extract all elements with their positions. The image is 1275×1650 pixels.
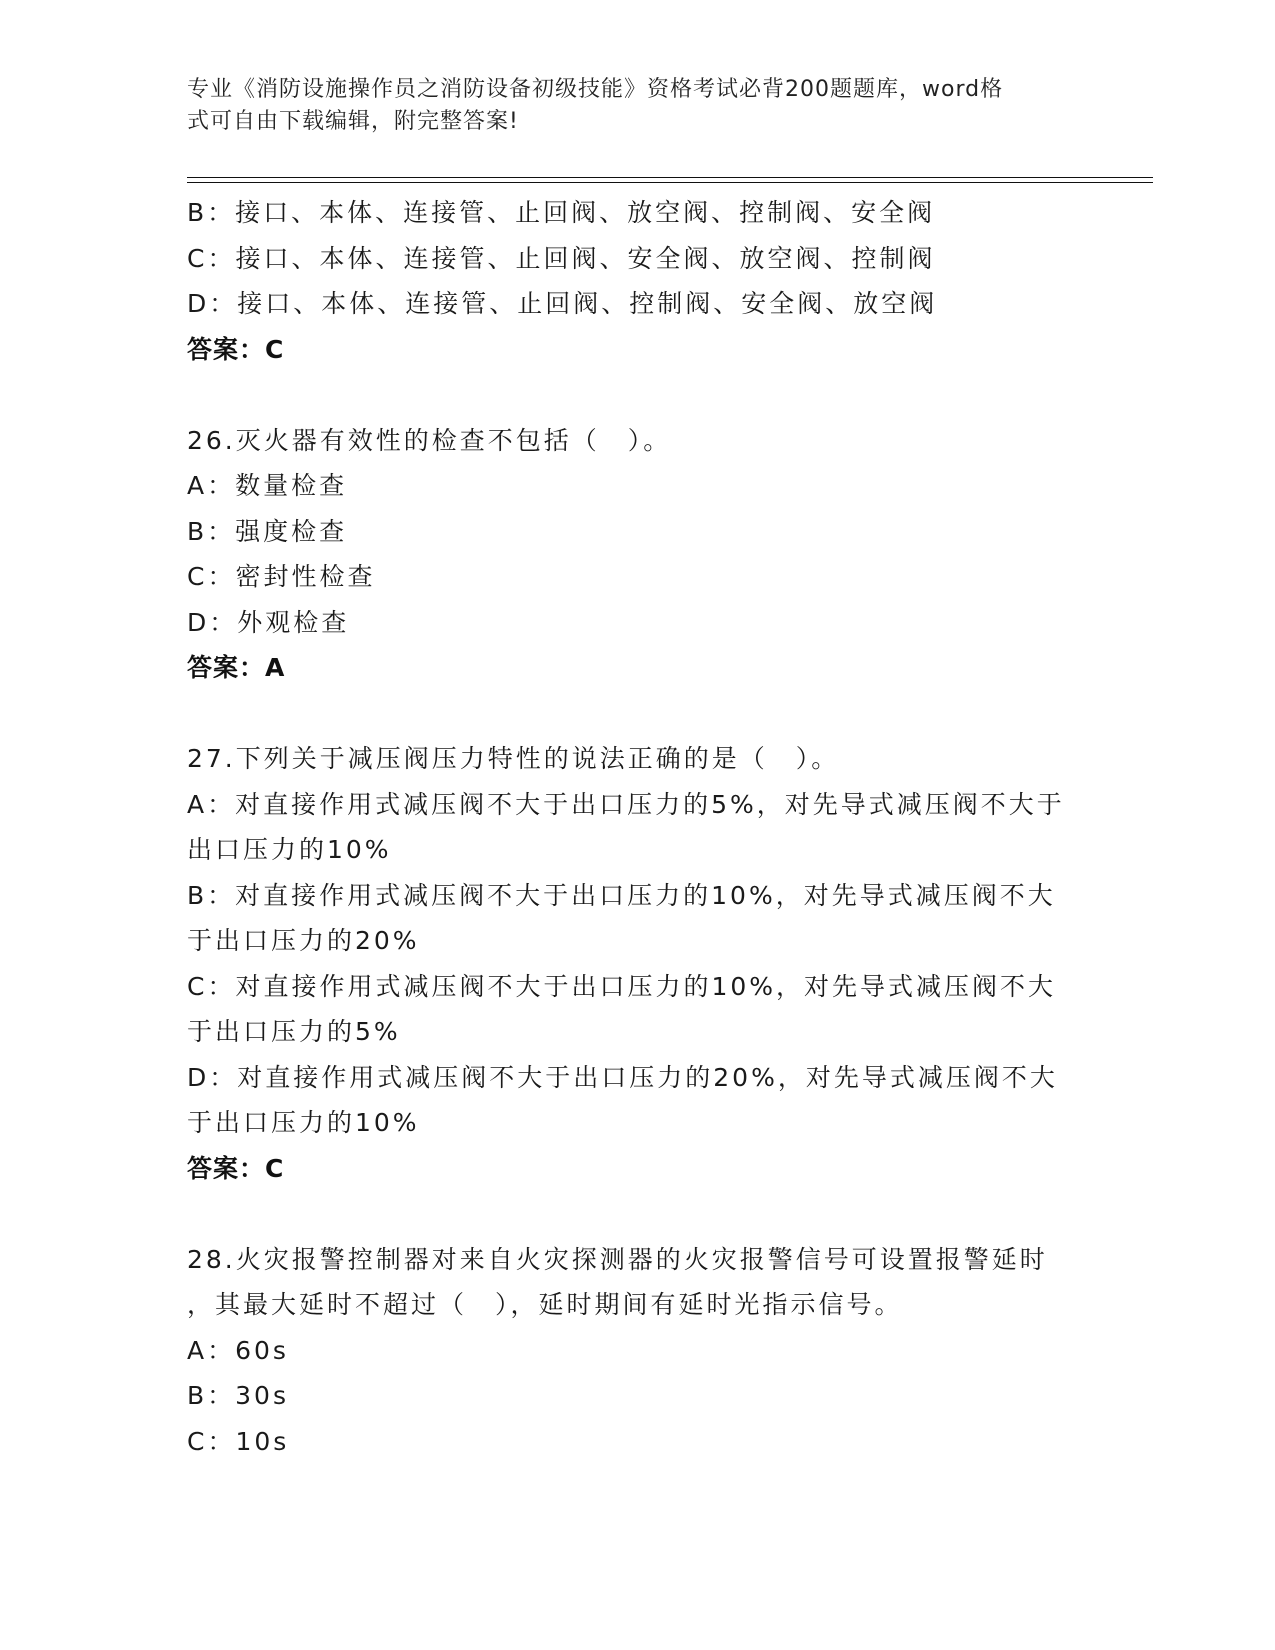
question-content <box>187 190 1087 1464</box>
q27-option-b-line2: 于出口压力的20% <box>187 926 420 955</box>
q27-option-d-line1: D：对直接作用式减压阀不大于出口压力的20%，对先导式减压阀不大 <box>187 1062 1058 1092</box>
q26-option-a: A：数量检查 <box>187 471 348 500</box>
q27-option-a-line1: A：对直接作用式减压阀不大于出口压力的5%，对先导式减压阀不大于 <box>187 789 1065 819</box>
q28-option-b: B：30s <box>187 1381 289 1410</box>
q25-option-b: B：接口、本体、连接管、止回阀、放空阀、控制阀、安全阀 <box>187 198 936 227</box>
q28-question-line2: ，其最大延时不超过（ ），延时期间有延时光指示信号。 <box>187 1290 903 1319</box>
q25-option-c: C：接口、本体、连接管、止回阀、安全阀、放空阀、控制阀 <box>187 243 936 273</box>
q27-answer: 答案：C <box>187 1153 285 1183</box>
spacer <box>187 372 1087 418</box>
q27-option-b-line1: B：对直接作用式减压阀不大于出口压力的10%，对先导式减压阀不大 <box>187 880 1056 910</box>
header-line-2: 式可自由下载编辑，附完整答案! <box>187 109 519 134</box>
header-rule-bottom <box>187 182 1153 183</box>
q27-option-d-line2: 于出口压力的10% <box>187 1108 420 1137</box>
q28-option-a: A：60s <box>187 1335 289 1365</box>
header-rule-top <box>187 177 1153 178</box>
spacer <box>187 691 1087 737</box>
q28-option-c: C：10s <box>187 1426 290 1456</box>
document-header <box>187 74 1067 138</box>
q27-option-c-line2: 于出口压力的5% <box>187 1017 401 1046</box>
q27-question: 27.下列关于减压阀压力特性的说法正确的是（ ）。 <box>187 744 840 773</box>
q28-question-line1: 28.火灾报警控制器对来自火灾探测器的火灾报警信号可设置报警延时 <box>187 1244 1048 1274</box>
q26-option-b: B：强度检查 <box>187 516 348 546</box>
spacer <box>187 1191 1087 1237</box>
q26-option-c: C：密封性检查 <box>187 562 376 591</box>
q26-answer: 答案：A <box>187 653 286 682</box>
q27-option-c-line1: C：对直接作用式减压阀不大于出口压力的10%，对先导式减压阀不大 <box>187 971 1057 1001</box>
q25-option-d: D：接口、本体、连接管、止回阀、控制阀、安全阀、放空阀 <box>187 289 938 318</box>
q26-option-d: D：外观检查 <box>187 607 350 637</box>
q26-question: 26.灭火器有效性的检查不包括（ ）。 <box>187 425 672 455</box>
header-line-1: 专业《消防设施操作员之消防设备初级技能》资格考试必背200题题库，word格 <box>187 77 1004 102</box>
q25-answer: 答案：C <box>187 334 285 364</box>
q27-option-a-line2: 出口压力的10% <box>187 835 392 864</box>
